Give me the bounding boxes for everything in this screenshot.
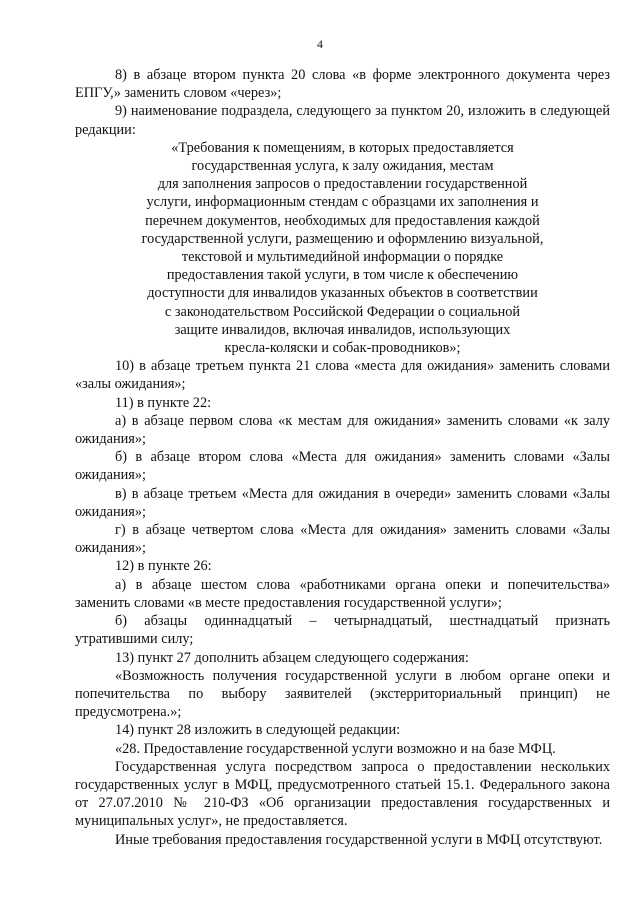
document-body — [75, 66, 610, 849]
quoted-paragraph: «28. Предоставление государственной услуги возможно и на базе МФЦ. — [115, 740, 556, 757]
subsection-heading-line: предоставления такой услуги, в том числе к обеспечению — [166, 267, 519, 284]
paragraph-item-13: 13) пункт 27 дополнить абзацем следующего содержания: — [115, 649, 469, 666]
paragraph-subitem-v: в) в абзаце третьем «Места для ожидания в очереди» заменить словами «Залы ожидания»; — [75, 485, 610, 520]
paragraph-subitem-a: а) в абзаце первом слова «к местам для ожидания» заменить словами «к залу ожидания»; — [75, 412, 610, 448]
subsection-heading-line: государственной услуги, размещению и оформлению визуальной, — [141, 230, 544, 247]
paragraph-item-9: 9) наименование подраздела, следующего за пунктом 20, изложить в следующей редакции: — [75, 103, 610, 138]
subsection-heading-line: кресла-коляски и собак-проводников»; — [224, 340, 461, 357]
subsection-heading-line: с законодательством Российской Федерации о социальной — [164, 303, 521, 320]
paragraph-item-12: 12) в пункте 26: — [115, 558, 212, 575]
subsection-heading-line: для заполнения запросов о предоставлении государственной — [157, 176, 528, 193]
quoted-paragraph: «Возможность получения государственной услуги в любом органе опеки и попечительства по выбору заявителей (экстерриториальный принцип) не предусмотрена.»; — [75, 667, 610, 721]
paragraph-subitem-b: б) абзацы одиннадцатый – четырнадцатый, шестнадцатый признать утратившими силу; — [75, 613, 610, 648]
paragraph-item-14: 14) пункт 28 изложить в следующей редакции: — [115, 722, 401, 739]
subsection-heading-line: государственная услуга, к залу ожидания, местам — [191, 158, 494, 175]
paragraph-item-11: 11) в пункте 22: — [115, 394, 212, 411]
subsection-heading-line: текстовой и мультимедийной информации о порядке — [181, 249, 504, 266]
body-paragraph: Государственная услуга посредством запроса о предоставлении нескольких государственных услуг в МФЦ, предусмотренного статьей 15.1. Федерального закона от 27.07.2010 № 210-ФЗ «Об организации предоставления государственных и муниципальных услуг», не предоставляется. — [75, 758, 610, 830]
paragraph-item-8: 8) в абзаце втором пункта 20 слова «в форме электронного документа через ЕПГУ,» заменить словом «через»; — [75, 67, 610, 102]
body-paragraph: Иные требования предоставления государственной услуги в МФЦ отсутствуют. — [115, 831, 603, 848]
subsection-heading-line: доступности для инвалидов указанных объектов в соответствии — [147, 285, 538, 302]
subsection-heading-line: «Требования к помещениям, в которых предоставляется — [171, 139, 514, 156]
paragraph-item-10: 10) в абзаце третьем пункта 21 слова «места для ожидания» заменить словами «залы ожидания»; — [75, 358, 610, 393]
paragraph-subitem-a: а) в абзаце шестом слова «работниками органа опеки и попечительства» заменить словами «в месте предоставления государственной услуги»; — [75, 576, 610, 611]
paragraph-subitem-g: г) в абзаце четвертом слова «Места для ожидания» заменить словами «Залы ожидания»; — [75, 522, 610, 557]
paragraph-subitem-b: б) в абзаце втором слова «Места для ожидания» заменить словами «Залы ожидания»; — [75, 449, 610, 484]
subsection-heading-line: перечнем документов, необходимых для предоставления каждой — [145, 212, 540, 229]
subsection-heading-line: услуги, информационным стендам с образцами их заполнения и — [146, 194, 539, 211]
subsection-heading-line: защите инвалидов, включая инвалидов, использующих — [174, 321, 511, 338]
page-number: 4 — [317, 37, 323, 51]
